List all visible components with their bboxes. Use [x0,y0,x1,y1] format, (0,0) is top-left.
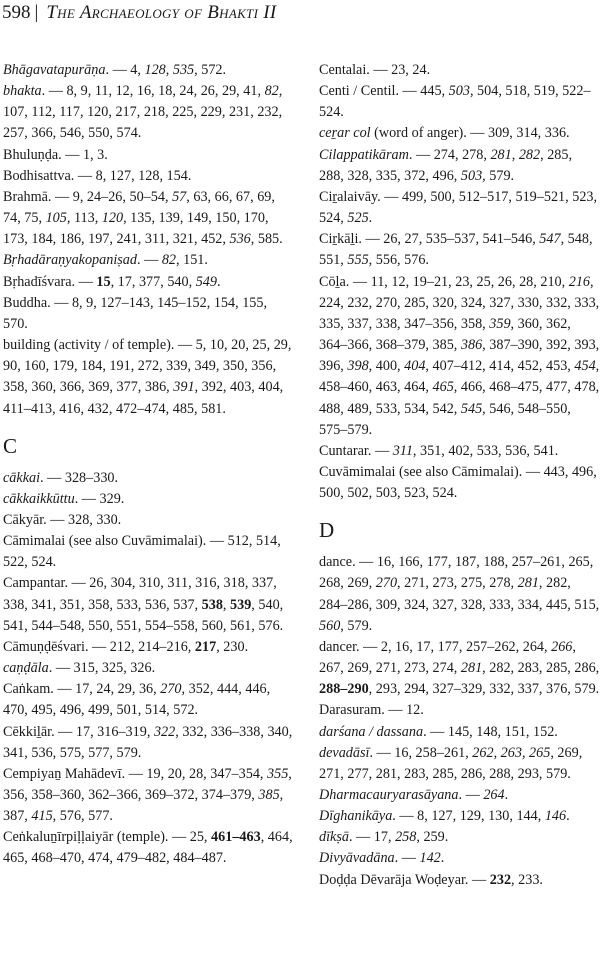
running-header [2,2,277,30]
index-entry: Bodhisattva. — 8, 127, 128, 154. [3,167,192,184]
index-entry: dīkṣā. — 17, 258, 259. [319,829,449,846]
header-separator: | [34,2,39,23]
index-entry: Bṛhadīśvara. — 15, 17, 377, 540, 549. [3,273,221,290]
index-entry: Ciṟalaivāy. — 499, 500, 512–517, 519–521, 523, 524, 525. [319,188,598,227]
index-entry: Dharmacauryarasāyana. — 264. [319,787,509,803]
index-entry: Ciṟkāḻi. — 26, 27, 535–537, 541–546, 547, 548, 551, 555, 556, 576. [319,231,593,269]
index-entry: Centi / Centil. — 445, 503, 504, 518, 519, 522–524. [319,83,591,121]
index-column-right [319,60,600,891]
index-entry: cākkai. — 328–330. [3,469,119,486]
index-entry: Darasuram. — 12. [319,702,424,719]
index-entry: Cākyār. — 328, 330. [3,511,122,528]
index-entry: Divyāvadāna. — 142. [319,850,445,867]
section-letter: C [3,433,18,458]
index-entry: Brahmā. — 9, 24–26, 50–54, 57, 63, 66, 67, 69, 74, 75, 105, 113, 120, 135, 139, 149, 150, 170, 173, 184, 186, 197, 241, 311, 321, 452, 536, 585. [3,188,283,248]
index-entry: dancer. — 2, 16, 17, 177, 257–262, 264, 266, 267, 269, 271, 273, 274, 281, 282, 283, 285, 286, 288–290, 293, 294, 327–329, 332, 337, 376, 579. [319,638,600,698]
index-column-left [3,60,295,870]
index-entry: Bhuluṇḍa. — 1, 3. [3,146,108,163]
index-entry: Cuvāmimalai (see also Cāmimalai). — 443, 496, 500, 502, 503, 523, 524. [319,463,597,502]
index-entry: bhakta. — 8, 9, 11, 12, 16, 18, 24, 26, 29, 41, 82, 107, 112, 117, 120, 217, 218, 225, 229, 231, 232, 257, 366, 546, 550, 574. [3,83,283,142]
book-title: The Archaeology of Bhakti II [46,2,277,23]
index-entry: Caṅkam. — 17, 24, 29, 36, 270, 352, 444, 446, 470, 495, 496, 499, 501, 514, 572. [3,681,271,719]
index-entry: Centalai. — 23, 24. [319,62,431,78]
index-entry: building (activity / of temple). — 5, 10, 20, 25, 29, 90, 160, 179, 184, 191, 272, 339, 349, 350, 356, 358, 360, 366, 369, 377, 386, 391, 392, 403, 404, 411–413, 416, 432, 472–474, 485, 581. [3,337,292,417]
index-entry: Cāmuṇḍēśvari. — 212, 214–216, 217, 230. [3,638,249,655]
index-entry: Dīghanikāya. — 8, 127, 129, 130, 144, 146. [319,808,570,825]
index-entry: darśana / dassana. — 145, 148, 151, 152. [319,723,558,740]
index-entry: cākkaikkūttu. — 329. [3,490,125,507]
index-entry: Doḍḍa Dēvarāja Woḍeyar. — 232, 233. [319,871,543,888]
index-entry: Cēkkiḻār. — 17, 316–319, 322, 332, 336–338, 340, 341, 536, 575, 577, 579. [3,723,293,761]
index-entry: Cempiyaṉ Mahādevī. — 19, 20, 28, 347–354, 355, 356, 358–360, 362–366, 369–372, 374–379, 385, 387, 415, 576, 577. [3,765,292,825]
index-entry: Campantar. — 26, 304, 310, 311, 316, 318, 337, 338, 341, 351, 358, 533, 536, 537, 538, 539, 540, 541, 544–548, 550, 551, 554–558, 560, 561, 576. [3,575,284,634]
index-entry: dance. — 16, 166, 177, 187, 188, 257–261, 265, 268, 269, 270, 271, 273, 275, 278, 281, 282, 284–286, 309, 324, 327, 328, 333, 334, 445, 515, 560, 579. [319,554,600,634]
index-entry: devadāsī. — 16, 258–261, 262, 263, 265, 269, 271, 277, 281, 283, 285, 286, 288, 293, 579. [319,744,583,782]
index-entry: Bhāgavatapurāṇa. — 4, 128, 535, 572. [3,62,227,78]
index-entry: Bṛhadāraṇyakopaniṣad. — 82, 151. [3,252,208,269]
index-entry: Ceṅkaluṉīrpiḷḷaiyār (temple). — 25, 461–463, 464, 465, 468–470, 474, 479–482, 484–487. [3,829,293,867]
index-entry: Buddha. — 8, 9, 127–143, 145–152, 154, 155, 570. [3,294,268,332]
section-letter: D [319,518,335,543]
index-entry: caṇḍāla. — 315, 325, 326. [3,660,156,677]
index-entry: Cilappatikāram. — 274, 278, 281, 282, 285, 288, 328, 335, 372, 496, 503, 579. [319,146,573,184]
index-entry: Cāmimalai (see also Cuvāmimalai). — 512, 514, 522, 524. [3,533,281,571]
index-entry: ceṟar col (word of anger). — 309, 314, 336. [319,125,570,142]
index-entry: Cuntarar. — 311, 351, 402, 533, 536, 541. [319,442,559,459]
page-number: 598 [2,2,31,23]
index-entry: Cōḻa. — 11, 12, 19–21, 23, 25, 26, 28, 210, 216, 224, 232, 270, 285, 320, 324, 327, 330, 332, 333, 335, 337, 338, 347–356, 358, 359, 360, 362, 364–366, 368–379, 385, 386, 387–390, 392, 393, 396, 398, 400, 404, 407–412, 414, 452, 453, 454, 458–460, 463, 464, 465, 466, 468–475, 477, 478, 488, 489, 533, 534, 542, 545, 546, 548–550, 575–579. [319,273,600,438]
